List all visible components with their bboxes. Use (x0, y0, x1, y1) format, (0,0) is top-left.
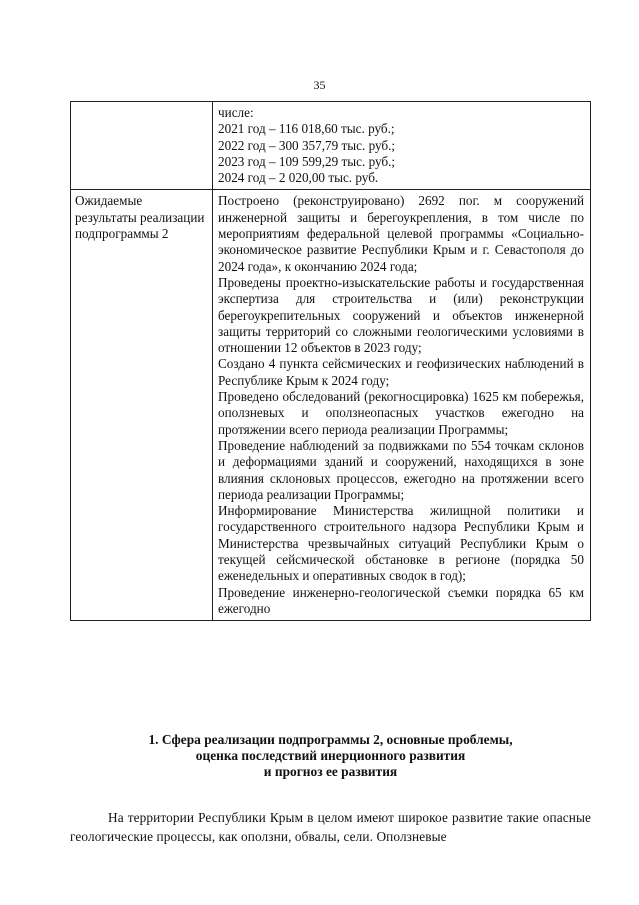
expected-result-item: Создано 4 пункта сейсмических и геофизических наблюдений в Республике Крым к 2024 году; (218, 356, 584, 388)
expected-result-item: Информирование Министерства жилищной политики и государственного строительного надзора Республики Крым и Министерства чрезвычайных ситуаций Республики Крым о текущей сейсмической обстановке в регионе (порядка 50 еженедельных и оперативных сводок в год); (218, 503, 584, 584)
financing-line: 2023 год – 109 599,29 тыс. руб.; (218, 153, 396, 169)
body-paragraph: На территории Республики Крым в целом имеют широкое развитие такие опасные геологические процессы, как оползни, обвалы, сели. Оползневые (70, 810, 591, 845)
expected-result-item: Построено (реконструировано) 2692 пог. м сооружений инженерной защиты и берегоукрепления, в том числе по мероприятиям федеральной целевой программы «Социально-экономическое развитие Республики Крым и г. Севастополя до 2024 года», к окончанию 2024 года; (218, 193, 584, 274)
expected-result-item: Проведение инженерно-геологической съемки порядка 65 км ежегодно (218, 584, 584, 616)
section-heading-line: оценка последствий инерционного развития (195, 748, 466, 763)
section-heading-line: 1. Сфера реализации подпрограммы 2, основные проблемы, (148, 732, 513, 747)
expected-results-cell (213, 190, 591, 621)
financing-line: числе: (218, 105, 254, 120)
expected-results-label: Ожидаемые результаты реализации подпрограммы 2 (71, 190, 213, 621)
expected-result-item: Проведены проектно-изыскательские работы и государственная экспертиза для строительства и (или) реконструкции берегоукрепительных сооружений и объектов инженерной защиты территорий со сложными геологическими условиями в отношении 12 объектов в 2023 году; (218, 274, 584, 356)
expected-result-item: Проведение наблюдений за подвижками по 554 точкам склонов и деформациями зданий и сооружений, находящихся в зоне влияния склоновых процессов, ежегодно на протяжении всего периода реализации Программы; (218, 437, 584, 502)
table-row-financing (71, 102, 591, 190)
financing-line: 2021 год – 116 018,60 тыс. руб.; (218, 121, 395, 137)
table-row-expected-results (71, 190, 591, 621)
page-number: 35 (313, 78, 326, 92)
financing-values-cell (213, 102, 591, 190)
section-heading-line: и прогноз ее развития (263, 764, 398, 779)
subprogram-passport-table (70, 101, 591, 621)
expected-result-item: Проведено обследований (рекогносцировка) 1625 км побережья, оползневых и оползнеопасных участков ежегодно на протяжении всего периода реализации Программы; (218, 389, 584, 437)
financing-line: 2022 год – 300 357,79 тыс. руб.; (218, 137, 396, 153)
financing-label-cell (71, 102, 213, 190)
section-heading (70, 732, 591, 780)
financing-line: 2024 год – 2 020,00 тыс. руб. (218, 170, 379, 186)
